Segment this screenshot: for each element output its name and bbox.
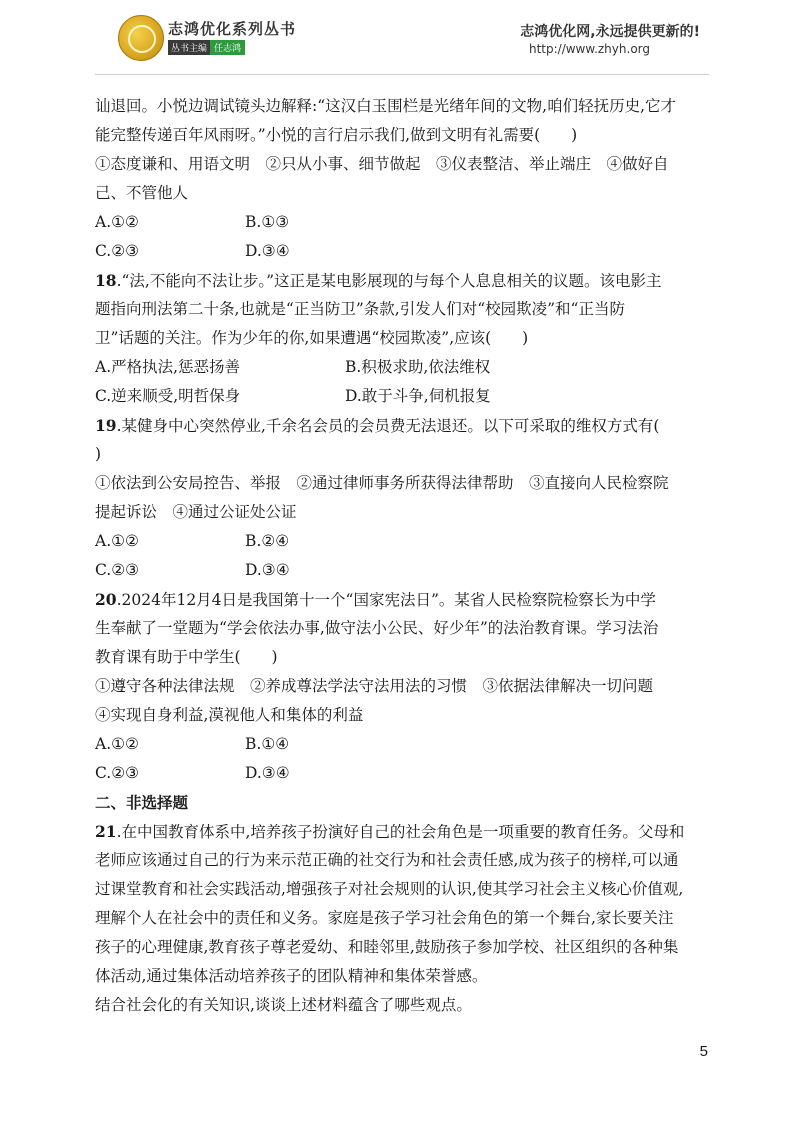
editor-badge xyxy=(168,40,245,55)
q18-number: 18 xyxy=(95,271,117,290)
q18-option-c: C.逆来顺受,明哲保身 xyxy=(95,387,241,405)
q19-stem-line: 19.某健身中心突然停业,千余名会员的会员费无法退还。以下可采取的维权方式有( xyxy=(95,416,660,435)
q17-options-row xyxy=(95,208,705,237)
q19-option-b: B.②④ xyxy=(245,532,290,550)
q19-number: 19 xyxy=(95,416,117,435)
section-heading: 二、非选择题 xyxy=(95,793,189,812)
header-url: http://www.zhyh.org xyxy=(528,42,650,56)
question-content xyxy=(95,92,705,1020)
q21-material-line: 体活动,通过集体活动培养孩子的团队精神和集体荣誉感。 xyxy=(95,967,488,985)
q18-option-d: D.敢于斗争,伺机报复 xyxy=(345,387,491,405)
header-divider xyxy=(95,74,709,75)
header-slogan: 志鸿优化网,永远提供更新的! xyxy=(520,24,700,40)
q18-stem-line: 题指向刑法第二十条,也就是“正当防卫”条款,引发人们对“校园欺凌”和“正当防 xyxy=(95,300,625,318)
q18-option-a: A.严格执法,惩恶扬善 xyxy=(95,358,241,376)
q19-option-c: C.②③ xyxy=(95,561,140,579)
q20-option-b: B.①④ xyxy=(245,735,290,753)
q20-statements: ①遵守各种法律法规 ②养成尊法学法守法用法的习惯 ③依据法律解决一切问题 xyxy=(95,677,654,695)
q20-options-row xyxy=(95,759,705,788)
q19-options-row xyxy=(95,527,705,556)
q19-statements: 提起诉讼 ④通过公证处公证 xyxy=(95,503,297,521)
page-header xyxy=(0,0,800,75)
series-title: 志鸿优化系列丛书 xyxy=(168,20,297,38)
q21-number: 21 xyxy=(95,822,117,841)
q20-stem-line: 20.2024年12月4日是我国第十一个“国家宪法日”。某省人民检察院检察长为中学 xyxy=(95,590,656,609)
q19-option-a: A.①② xyxy=(95,532,139,550)
q18-option-b: B.积极求助,依法维权 xyxy=(345,358,491,376)
q17-stem-line: 讪退回。小悦边调试镜头边解释:“这汉白玉围栏是光绪年间的文物,咱们轻抚历史,它才 xyxy=(95,97,677,115)
q21-material-line: 21.在中国教育体系中,培养孩子扮演好自己的社会角色是一项重要的教育任务。父母和 xyxy=(95,822,685,841)
q21-material-line: 过课堂教育和社会实践活动,增强孩子对社会规则的认识,使其学习社会主义核心价值观, xyxy=(95,880,684,898)
q21-material-line: 理解个人在社会中的责任和义务。家庭是孩子学习社会角色的第一个舞台,家长要关注 xyxy=(95,909,674,927)
q20-option-c: C.②③ xyxy=(95,764,140,782)
q18-stem-line: 18.“法,不能向不法让步。”这正是某电影展现的与每个人息息相关的议题。该电影主 xyxy=(95,271,662,290)
q21-prompt: 结合社会化的有关知识,谈谈上述材料蕴含了哪些观点。 xyxy=(95,996,472,1014)
q18-options-row xyxy=(95,382,705,411)
q17-options-row xyxy=(95,237,705,266)
q17-option-a: A.①② xyxy=(95,213,139,231)
q19-options-row xyxy=(95,556,705,585)
q19-stem-line: ) xyxy=(95,445,102,463)
q20-number: 20 xyxy=(95,590,117,609)
q20-option-d: D.③④ xyxy=(245,764,290,782)
q17-option-d: D.③④ xyxy=(245,242,290,260)
editor-name: 任志鸿 xyxy=(210,40,245,55)
q17-stem-line: 能完整传递百年风雨呀。”小悦的言行启示我们,做到文明有礼需要( ) xyxy=(95,126,578,144)
q20-stem-line: 教育课有助于中学生( ) xyxy=(95,648,278,666)
q20-statements: ④实现自身利益,漠视他人和集体的利益 xyxy=(95,706,364,724)
q20-options-row xyxy=(95,730,705,759)
q17-statements: ①态度谦和、用语文明 ②只从小事、细节做起 ③仪表整洁、举止端庄 ④做好自 xyxy=(95,155,669,173)
q17-option-b: B.①③ xyxy=(245,213,290,231)
q19-statements: ①依法到公安局控告、举报 ②通过律师事务所获得法律帮助 ③直接向人民检察院 xyxy=(95,474,669,492)
q20-stem-line: 生奉献了一堂题为“学会依法办事,做守法小公民、好少年”的法治教育课。学习法治 xyxy=(95,619,659,637)
q21-material-line: 孩子的心理健康,教育孩子尊老爱幼、和睦邻里,鼓励孩子参加学校、社区组织的各种集 xyxy=(95,938,679,956)
q17-option-c: C.②③ xyxy=(95,242,140,260)
q17-statements: 己、不管他人 xyxy=(95,184,189,202)
q21-material-line: 老师应该通过自己的行为来示范正确的社交行为和社会责任感,成为孩子的榜样,可以通 xyxy=(95,851,679,869)
q19-option-d: D.③④ xyxy=(245,561,290,579)
editor-label: 丛书主编 xyxy=(168,40,210,55)
q20-option-a: A.①② xyxy=(95,735,139,753)
page-number: 5 xyxy=(699,1043,708,1060)
publisher-logo-icon xyxy=(118,15,164,61)
q18-options-row xyxy=(95,353,705,382)
q18-stem-line: 卫”话题的关注。作为少年的你,如果遭遇“校园欺凌”,应该( ) xyxy=(95,329,529,347)
